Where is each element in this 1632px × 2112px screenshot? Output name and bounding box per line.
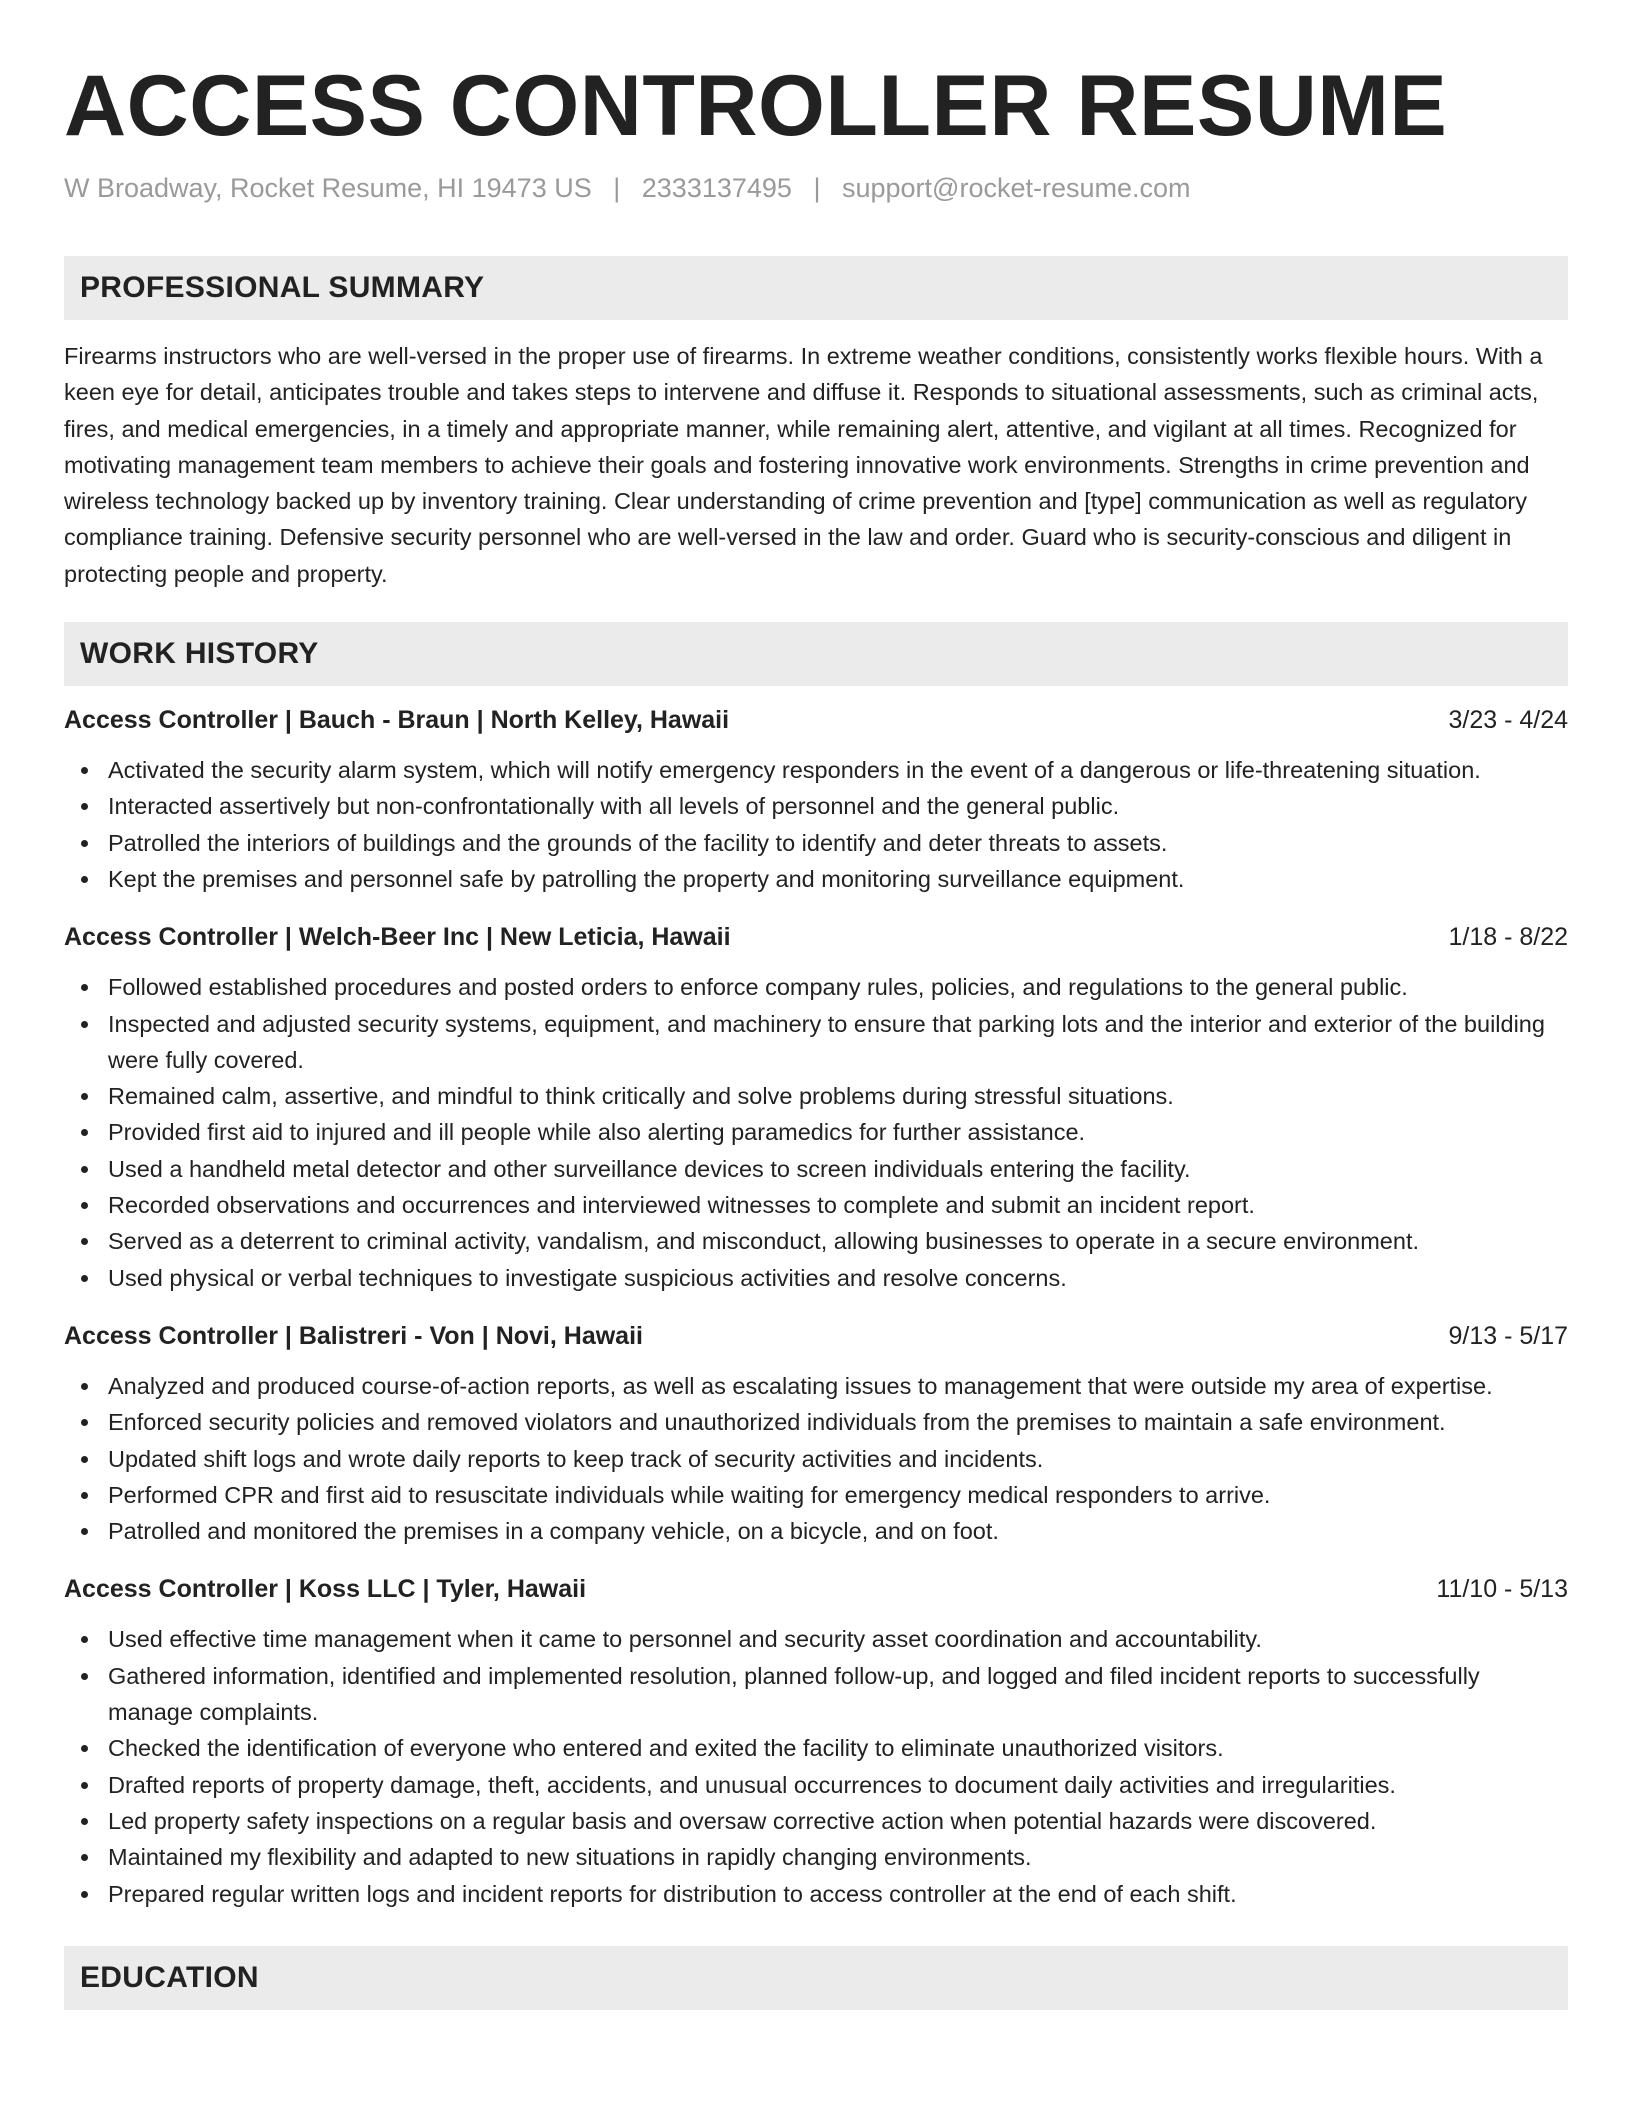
job-header bbox=[64, 1571, 1568, 1607]
job-title: Access Controller | Koss LLC | Tyler, Hawaii bbox=[64, 1575, 587, 1604]
list-item: Performed CPR and first aid to resuscitate individuals while waiting for emergency medical responders to arrive. bbox=[108, 1477, 1568, 1513]
list-item: Analyzed and produced course-of-action reports, as well as escalating issues to management that were outside my area of expertise. bbox=[108, 1368, 1568, 1404]
contact-address: W Broadway, Rocket Resume, HI 19473 US bbox=[64, 173, 592, 203]
list-item: Prepared regular written logs and incident reports for distribution to access controller at the end of each shift. bbox=[108, 1876, 1568, 1912]
job-title: Access Controller | Welch-Beer Inc | New Leticia, Hawaii bbox=[64, 923, 731, 952]
job-dates: 1/18 - 8/22 bbox=[1448, 923, 1568, 952]
list-item: Enforced security policies and removed violators and unauthorized individuals from the premises to maintain a safe environment. bbox=[108, 1404, 1568, 1440]
list-item: Led property safety inspections on a regular basis and oversaw corrective action when potential hazards were discovered. bbox=[108, 1803, 1568, 1839]
job-bullets bbox=[64, 969, 1568, 1296]
contact-line bbox=[64, 170, 1568, 206]
list-item: Updated shift logs and wrote daily reports to keep track of security activities and incidents. bbox=[108, 1441, 1568, 1477]
list-item: Followed established procedures and posted orders to enforce company rules, policies, and regulations to the general public. bbox=[108, 969, 1568, 1005]
list-item: Interacted assertively but non-confrontationally with all levels of personnel and the general public. bbox=[108, 788, 1568, 824]
resume-title: ACCESS CONTROLLER RESUME bbox=[64, 58, 1448, 154]
job-dates: 3/23 - 4/24 bbox=[1448, 706, 1568, 735]
job-header bbox=[64, 702, 1568, 738]
job-bullets bbox=[64, 1368, 1568, 1549]
section-header-education bbox=[64, 1946, 1568, 2010]
summary-text: Firearms instructors who are well-versed in the proper use of firearms. In extreme weather conditions, consistently works flexible hours. With a keen eye for detail, anticipates trouble and takes steps to intervene and diffuse it. Responds to situational assessments, such as criminal acts, fires, and medical emergencies, in a timely and appropriate manner, while remaining alert, attentive, and vigilant at all times. Recognized for motivating management team members to achieve their goals and fostering innovative work environments. Strengths in crime prevention and wireless technology backed up by inventory training. Clear understanding of crime prevention and [type] communication as well as regulatory compliance training. Defensive security personnel who are well-versed in the law and order. Guard who is security-conscious and diligent in protecting people and property. bbox=[64, 343, 1543, 587]
section-heading: WORK HISTORY bbox=[80, 637, 319, 671]
contact-separator: | bbox=[613, 173, 621, 203]
job-dates: 9/13 - 5/17 bbox=[1448, 1321, 1568, 1350]
job-bullets bbox=[64, 752, 1568, 897]
list-item: Patrolled the interiors of buildings and the grounds of the facility to identify and deter threats to assets. bbox=[108, 825, 1568, 861]
job-entry bbox=[64, 702, 1568, 897]
list-item: Gathered information, identified and implemented resolution, planned follow-up, and logged and filed incident reports to successfully manage complaints. bbox=[108, 1658, 1568, 1731]
job-bullets bbox=[64, 1621, 1568, 1911]
list-item: Checked the identification of everyone who entered and exited the facility to eliminate unauthorized visitors. bbox=[108, 1730, 1568, 1766]
contact-separator: | bbox=[813, 173, 821, 203]
section-heading: PROFESSIONAL SUMMARY bbox=[80, 271, 485, 304]
list-item: Inspected and adjusted security systems, equipment, and machinery to ensure that parking lots and the interior and exterior of the building were fully covered. bbox=[108, 1006, 1568, 1079]
list-item: Maintained my flexibility and adapted to new situations in rapidly changing environments. bbox=[108, 1839, 1568, 1875]
contact-phone: 2333137495 bbox=[641, 173, 792, 203]
contact-email: support@rocket-resume.com bbox=[841, 173, 1191, 203]
job-title: Access Controller | Balistreri - Von | Novi, Hawaii bbox=[64, 1321, 643, 1350]
job-dates: 11/10 - 5/13 bbox=[1436, 1575, 1568, 1604]
job-entry bbox=[64, 919, 1568, 1296]
job-entry bbox=[64, 1571, 1568, 1911]
list-item: Served as a deterrent to criminal activity, vandalism, and misconduct, allowing businesses to operate in a secure environment. bbox=[108, 1223, 1568, 1259]
list-item: Used physical or verbal techniques to investigate suspicious activities and resolve concerns. bbox=[108, 1260, 1568, 1296]
job-header bbox=[64, 919, 1568, 955]
section-heading: EDUCATION bbox=[80, 1960, 259, 1994]
job-header bbox=[64, 1318, 1568, 1354]
list-item: Patrolled and monitored the premises in a company vehicle, on a bicycle, and on foot. bbox=[108, 1513, 1568, 1549]
list-item: Recorded observations and occurrences and interviewed witnesses to complete and submit an incident report. bbox=[108, 1187, 1568, 1223]
job-entry bbox=[64, 1318, 1568, 1549]
list-item: Provided first aid to injured and ill people while also alerting paramedics for further assistance. bbox=[108, 1114, 1568, 1150]
list-item: Used a handheld metal detector and other surveillance devices to screen individuals entering the facility. bbox=[108, 1151, 1568, 1187]
section-header-work-history bbox=[64, 622, 1568, 686]
job-title: Access Controller | Bauch - Braun | North Kelley, Hawaii bbox=[64, 706, 730, 735]
list-item: Kept the premises and personnel safe by patrolling the property and monitoring surveillance equipment. bbox=[108, 861, 1568, 897]
list-item: Activated the security alarm system, which will notify emergency responders in the event of a dangerous or life-threatening situation. bbox=[108, 752, 1568, 788]
list-item: Remained calm, assertive, and mindful to think critically and solve problems during stressful situations. bbox=[108, 1078, 1568, 1114]
section-header-summary bbox=[64, 256, 1568, 320]
list-item: Drafted reports of property damage, theft, accidents, and unusual occurrences to document daily activities and irregularities. bbox=[108, 1767, 1568, 1803]
list-item: Used effective time management when it came to personnel and security asset coordination and accountability. bbox=[108, 1621, 1568, 1657]
